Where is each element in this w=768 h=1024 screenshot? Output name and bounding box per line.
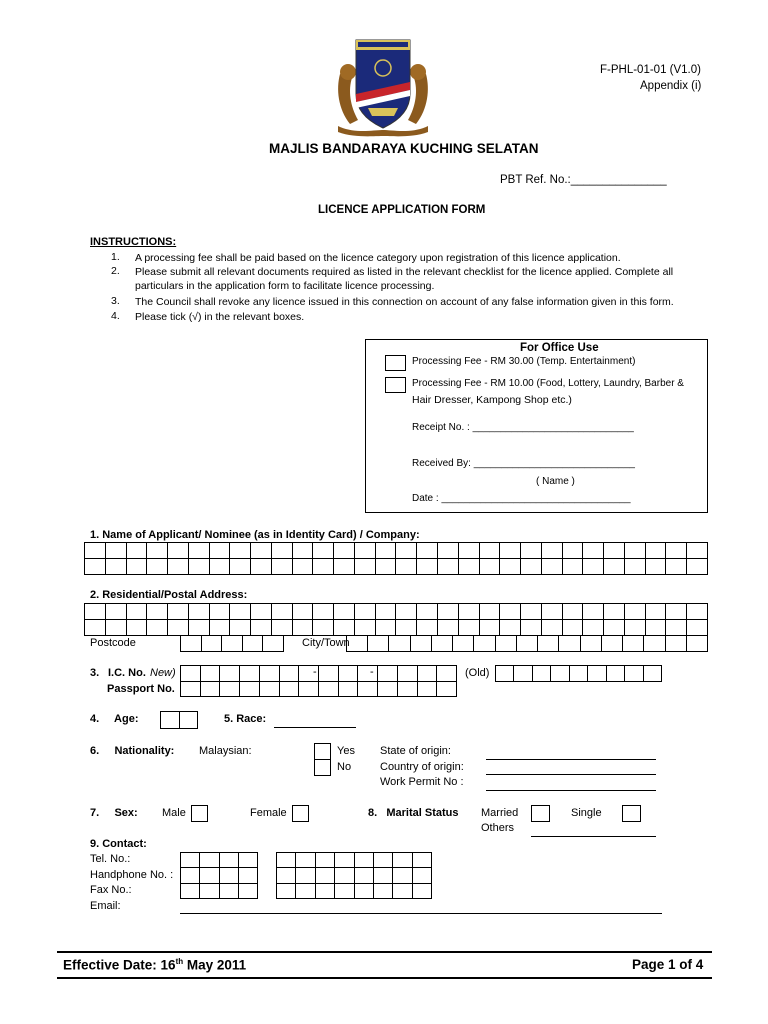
entry-cell[interactable]	[147, 543, 168, 559]
male-checkbox[interactable]	[191, 805, 208, 822]
entry-cell[interactable]	[500, 543, 521, 559]
city-grid[interactable]	[346, 635, 708, 652]
entry-cell[interactable]	[280, 666, 300, 682]
malaysian-no-checkbox[interactable]	[314, 759, 331, 776]
entry-cell[interactable]	[604, 559, 625, 575]
entry-cell[interactable]	[374, 884, 393, 899]
ic-new-grid[interactable]	[180, 665, 457, 682]
entry-cell[interactable]	[376, 620, 397, 636]
entry-cell[interactable]	[417, 604, 438, 620]
entry-cell[interactable]	[220, 868, 239, 883]
entry-cell[interactable]	[220, 884, 239, 899]
entry-cell[interactable]	[438, 543, 459, 559]
page-number: Page 1 of 4	[632, 957, 704, 972]
entry-cell[interactable]	[542, 620, 563, 636]
sex-label: 7. Sex:	[90, 807, 138, 819]
entry-cell[interactable]	[189, 559, 210, 575]
entry-cell[interactable]	[533, 666, 551, 682]
entry-cell[interactable]	[358, 666, 378, 682]
entry-cell[interactable]	[355, 853, 374, 868]
entry-cell[interactable]	[514, 666, 532, 682]
others-field[interactable]	[531, 836, 656, 837]
entry-cell[interactable]	[687, 559, 708, 575]
entry-cell[interactable]	[161, 712, 180, 729]
entry-cell[interactable]	[413, 868, 432, 883]
entry-cell[interactable]	[210, 620, 231, 636]
entry-cell[interactable]	[263, 636, 284, 652]
entry-cell[interactable]	[500, 604, 521, 620]
entry-cell[interactable]	[480, 604, 501, 620]
others-label: Others	[481, 822, 515, 834]
entry-cell[interactable]	[239, 853, 258, 868]
entry-cell[interactable]	[396, 604, 417, 620]
entry-cell[interactable]	[459, 604, 480, 620]
entry-cell[interactable]	[347, 636, 368, 652]
entry-cell[interactable]	[393, 868, 412, 883]
instructions-heading: INSTRUCTIONS:	[90, 236, 177, 248]
race-field[interactable]	[274, 727, 356, 728]
ic-label: I.C. No.	[108, 667, 146, 679]
entry-cell[interactable]	[666, 543, 687, 559]
entry-cell[interactable]	[521, 543, 542, 559]
ic-dash-2: -	[370, 666, 374, 678]
contact-prefix-grid[interactable]	[180, 852, 258, 899]
entry-cell[interactable]	[316, 868, 335, 883]
council-name: MAJLIS BANDARAYA KUCHING SELATAN	[269, 141, 539, 156]
name-hint: ( Name )	[536, 476, 575, 487]
age-grid[interactable]	[160, 711, 198, 729]
entry-cell[interactable]	[200, 884, 219, 899]
passport-grid[interactable]	[180, 681, 457, 697]
state-of-origin-label: State of origin:	[380, 745, 451, 757]
entry-cell[interactable]	[220, 682, 240, 697]
entry-cell[interactable]	[378, 682, 398, 697]
entry-cell[interactable]	[293, 604, 314, 620]
entry-cell[interactable]	[563, 543, 584, 559]
instructions-list: 1. A processing fee shall be paid based on the licence category upon registration of this licence application. 2. Please submit all relevant documents required as listed in the relevant checklist for the licence applied. Complete all particulars in the application form to facilitate licence processing. 3. The Council shall revoke any licence issued in this connection on account of any false information given in this form. 4. Please tick (√) in the relevant boxes.	[111, 251, 674, 323]
entry-cell[interactable]	[202, 636, 223, 652]
entry-cell[interactable]	[106, 620, 127, 636]
entry-cell[interactable]	[376, 543, 397, 559]
entry-cell[interactable]	[666, 559, 687, 575]
entry-cell[interactable]	[260, 682, 280, 697]
entry-cell[interactable]	[474, 636, 495, 652]
entry-cell[interactable]	[316, 884, 335, 899]
fee-general-label-line2: Hair Dresser, Kampong Shop etc.)	[412, 394, 572, 406]
ic-new-label: New)	[150, 667, 176, 679]
entry-cell[interactable]	[296, 853, 315, 868]
entry-cell[interactable]	[687, 620, 708, 636]
entry-cell[interactable]	[438, 559, 459, 575]
entry-cell[interactable]	[243, 636, 264, 652]
section-2-label: 2. Residential/Postal Address:	[90, 589, 248, 601]
entry-cell[interactable]	[542, 543, 563, 559]
entry-cell[interactable]	[583, 559, 604, 575]
receipt-no-field[interactable]: Receipt No. : _____________________________	[412, 422, 634, 433]
entry-cell[interactable]	[260, 666, 280, 682]
pbt-ref: PBT Ref. No.:_______________	[500, 174, 667, 186]
entry-cell[interactable]	[459, 620, 480, 636]
entry-cell[interactable]	[280, 682, 300, 697]
entry-cell[interactable]	[559, 636, 580, 652]
nationality-label: 6. Nationality:	[90, 745, 175, 757]
fee-temp-entertainment-checkbox[interactable]	[385, 355, 406, 371]
entry-cell[interactable]	[296, 884, 315, 899]
entry-cell[interactable]	[480, 543, 501, 559]
married-label: Married	[481, 807, 519, 819]
entry-cell[interactable]	[646, 543, 667, 559]
email-label: Email:	[90, 900, 121, 912]
entry-cell[interactable]	[542, 604, 563, 620]
entry-cell[interactable]	[239, 868, 258, 883]
fee-general-checkbox[interactable]	[385, 377, 406, 393]
entry-cell[interactable]	[181, 682, 201, 697]
entry-cell[interactable]	[251, 559, 272, 575]
entry-cell[interactable]	[496, 636, 517, 652]
entry-cell[interactable]	[85, 620, 106, 636]
form-title: LICENCE APPLICATION FORM	[318, 204, 486, 216]
entry-cell[interactable]	[181, 853, 200, 868]
entry-cell[interactable]	[106, 543, 127, 559]
effective-date-suffix: May 2011	[183, 957, 247, 973]
entry-cell[interactable]	[220, 853, 239, 868]
entry-cell[interactable]	[542, 559, 563, 575]
entry-cell[interactable]	[335, 853, 354, 868]
entry-cell[interactable]	[355, 868, 374, 883]
entry-cell[interactable]	[413, 884, 432, 899]
entry-cell[interactable]	[127, 620, 148, 636]
entry-cell[interactable]	[459, 543, 480, 559]
entry-cell[interactable]	[293, 543, 314, 559]
entry-cell[interactable]	[417, 559, 438, 575]
entry-cell[interactable]	[687, 543, 708, 559]
work-permit-label: Work Permit No :	[380, 776, 464, 788]
entry-cell[interactable]	[480, 620, 501, 636]
entry-cell[interactable]	[189, 543, 210, 559]
no-label: No	[337, 761, 352, 773]
entry-cell[interactable]	[646, 604, 667, 620]
entry-cell[interactable]	[220, 666, 240, 682]
entry-cell[interactable]	[666, 604, 687, 620]
applicant-name-grid[interactable]	[84, 542, 708, 575]
entry-cell[interactable]	[106, 604, 127, 620]
entry-cell[interactable]	[398, 682, 418, 697]
entry-cell[interactable]	[521, 620, 542, 636]
handphone-label: Handphone No. :	[90, 869, 174, 881]
received-by-field[interactable]: Received By: _____________________________	[412, 458, 635, 469]
entry-cell[interactable]	[127, 559, 148, 575]
postcode-grid[interactable]	[180, 635, 284, 652]
entry-cell[interactable]	[222, 636, 243, 652]
entry-cell[interactable]	[666, 636, 687, 652]
entry-cell[interactable]	[374, 868, 393, 883]
entry-cell[interactable]	[272, 559, 293, 575]
entry-cell[interactable]	[335, 868, 354, 883]
entry-cell[interactable]	[646, 620, 667, 636]
entry-cell[interactable]	[687, 604, 708, 620]
entry-cell[interactable]	[396, 620, 417, 636]
entry-cell[interactable]	[438, 604, 459, 620]
council-crest-logo	[334, 34, 432, 138]
entry-cell[interactable]	[181, 884, 200, 899]
fee-general-label-line1: Processing Fee - RM 10.00 (Food, Lottery, Laundry, Barber &	[412, 378, 684, 389]
entry-cell[interactable]	[168, 620, 189, 636]
entry-cell[interactable]	[521, 604, 542, 620]
entry-cell[interactable]	[200, 868, 219, 883]
entry-cell[interactable]	[355, 543, 376, 559]
entry-cell[interactable]	[538, 636, 559, 652]
entry-cell[interactable]	[602, 636, 623, 652]
entry-cell[interactable]	[201, 682, 221, 697]
married-checkbox[interactable]	[531, 805, 550, 822]
entry-cell[interactable]	[239, 884, 258, 899]
entry-cell[interactable]	[438, 620, 459, 636]
malaysian-label: Malaysian:	[199, 745, 252, 757]
entry-cell[interactable]	[85, 543, 106, 559]
female-checkbox[interactable]	[292, 805, 309, 822]
entry-cell[interactable]	[563, 620, 584, 636]
entry-cell[interactable]	[378, 666, 398, 682]
entry-cell[interactable]	[230, 604, 251, 620]
entry-cell[interactable]	[396, 543, 417, 559]
entry-cell[interactable]	[293, 559, 314, 575]
entry-cell[interactable]	[85, 559, 106, 575]
entry-cell[interactable]	[588, 666, 606, 682]
entry-cell[interactable]	[230, 559, 251, 575]
entry-cell[interactable]	[272, 604, 293, 620]
entry-cell[interactable]	[417, 543, 438, 559]
yes-label: Yes	[337, 745, 355, 757]
contact-label: 9. Contact:	[90, 838, 147, 850]
effective-date	[63, 957, 246, 973]
entry-cell[interactable]	[334, 543, 355, 559]
entry-cell[interactable]	[334, 604, 355, 620]
entry-cell[interactable]	[313, 604, 334, 620]
entry-cell[interactable]	[335, 884, 354, 899]
entry-cell[interactable]	[181, 636, 202, 652]
entry-cell[interactable]	[334, 559, 355, 575]
entry-cell[interactable]	[200, 853, 219, 868]
entry-cell[interactable]	[147, 620, 168, 636]
state-of-origin-field[interactable]	[486, 759, 656, 760]
entry-cell[interactable]	[459, 559, 480, 575]
entry-cell[interactable]	[644, 666, 662, 682]
single-label: Single	[571, 807, 602, 819]
entry-cell[interactable]	[168, 604, 189, 620]
entry-cell[interactable]	[500, 559, 521, 575]
age-label: 4. Age:	[90, 713, 139, 725]
entry-cell[interactable]	[389, 636, 410, 652]
entry-cell[interactable]	[411, 636, 432, 652]
entry-cell[interactable]	[398, 666, 418, 682]
entry-cell[interactable]	[189, 604, 210, 620]
malaysian-yes-checkbox[interactable]	[314, 743, 331, 760]
work-permit-field[interactable]	[486, 790, 656, 791]
entry-cell[interactable]	[127, 604, 148, 620]
entry-cell[interactable]	[437, 682, 457, 697]
entry-cell[interactable]	[277, 868, 296, 883]
address-grid[interactable]	[84, 603, 708, 636]
entry-cell[interactable]	[240, 666, 260, 682]
entry-cell[interactable]	[334, 620, 355, 636]
entry-cell[interactable]	[313, 559, 334, 575]
entry-cell[interactable]	[496, 666, 514, 682]
entry-cell[interactable]	[625, 543, 646, 559]
section-3-number: 3.	[90, 667, 100, 679]
passport-label: Passport No.	[107, 683, 175, 695]
entry-cell[interactable]	[453, 636, 474, 652]
entry-cell[interactable]	[296, 868, 315, 883]
entry-cell[interactable]	[230, 620, 251, 636]
form-code: F-PHL-01-01 (V1.0)	[600, 64, 701, 76]
single-checkbox[interactable]	[622, 805, 641, 822]
contact-number-grid[interactable]	[276, 852, 432, 899]
entry-cell[interactable]	[583, 620, 604, 636]
entry-cell[interactable]	[313, 620, 334, 636]
entry-cell[interactable]	[376, 604, 397, 620]
entry-cell[interactable]	[604, 543, 625, 559]
entry-cell[interactable]	[583, 543, 604, 559]
male-label: Male	[162, 807, 186, 819]
fee-temp-entertainment-label: Processing Fee - RM 30.00 (Temp. Entertainment)	[412, 356, 636, 367]
entry-cell[interactable]	[500, 620, 521, 636]
entry-cell[interactable]	[625, 604, 646, 620]
entry-cell[interactable]	[418, 682, 438, 697]
entry-cell[interactable]	[437, 666, 457, 682]
entry-cell[interactable]	[168, 559, 189, 575]
entry-cell[interactable]	[432, 636, 453, 652]
office-date-field[interactable]: Date : __________________________________	[412, 493, 631, 504]
footer-top-rule	[57, 951, 712, 953]
entry-cell[interactable]	[480, 559, 501, 575]
entry-cell[interactable]	[625, 620, 646, 636]
entry-cell[interactable]	[355, 604, 376, 620]
entry-cell[interactable]	[393, 884, 412, 899]
entry-cell[interactable]	[563, 559, 584, 575]
entry-cell[interactable]	[376, 559, 397, 575]
entry-cell[interactable]	[106, 559, 127, 575]
entry-cell[interactable]	[418, 666, 438, 682]
entry-cell[interactable]	[251, 604, 272, 620]
entry-cell[interactable]	[355, 559, 376, 575]
entry-cell[interactable]	[517, 636, 538, 652]
footer-bottom-rule	[57, 977, 712, 979]
entry-cell[interactable]	[607, 666, 625, 682]
entry-cell[interactable]	[272, 620, 293, 636]
entry-cell[interactable]	[570, 666, 588, 682]
entry-cell[interactable]	[201, 666, 221, 682]
postcode-label: Postcode	[90, 637, 136, 649]
office-use-panel	[365, 339, 708, 513]
entry-cell[interactable]	[563, 604, 584, 620]
entry-cell[interactable]	[147, 559, 168, 575]
entry-cell[interactable]	[251, 620, 272, 636]
entry-cell[interactable]	[644, 636, 665, 652]
entry-cell[interactable]	[396, 559, 417, 575]
entry-cell[interactable]	[180, 712, 199, 729]
entry-cell[interactable]	[604, 604, 625, 620]
entry-cell[interactable]	[583, 604, 604, 620]
effective-date-prefix: Effective Date: 16	[63, 957, 176, 973]
entry-cell[interactable]	[355, 884, 374, 899]
entry-cell[interactable]	[393, 853, 412, 868]
entry-cell[interactable]	[368, 636, 389, 652]
entry-cell[interactable]	[687, 636, 708, 652]
entry-cell[interactable]	[319, 682, 339, 697]
ic-dash-1: -	[313, 666, 317, 678]
entry-cell[interactable]	[181, 868, 200, 883]
entry-cell[interactable]	[210, 559, 231, 575]
entry-cell[interactable]	[168, 543, 189, 559]
entry-cell[interactable]	[581, 636, 602, 652]
office-use-title: For Office Use	[520, 342, 599, 354]
entry-cell[interactable]	[417, 620, 438, 636]
entry-cell[interactable]	[625, 666, 643, 682]
tel-label: Tel. No.:	[90, 853, 131, 865]
entry-cell[interactable]	[251, 543, 272, 559]
entry-cell[interactable]	[319, 666, 339, 682]
entry-cell[interactable]	[666, 620, 687, 636]
entry-cell[interactable]	[299, 682, 319, 697]
entry-cell[interactable]	[521, 559, 542, 575]
email-field[interactable]	[180, 913, 662, 914]
country-of-origin-field[interactable]	[486, 774, 656, 775]
entry-cell[interactable]	[272, 543, 293, 559]
entry-cell[interactable]	[147, 604, 168, 620]
entry-cell[interactable]	[313, 543, 334, 559]
fax-label: Fax No.:	[90, 884, 132, 896]
entry-cell[interactable]	[240, 682, 260, 697]
entry-cell[interactable]	[625, 559, 646, 575]
entry-cell[interactable]	[316, 853, 335, 868]
entry-cell[interactable]	[210, 604, 231, 620]
entry-cell[interactable]	[181, 666, 201, 682]
entry-cell[interactable]	[189, 620, 210, 636]
effective-date-sup: th	[175, 957, 184, 966]
entry-cell[interactable]	[623, 636, 644, 652]
ic-old-grid[interactable]	[495, 665, 662, 682]
entry-cell[interactable]	[293, 620, 314, 636]
race-label: 5. Race:	[224, 713, 267, 725]
entry-cell[interactable]	[127, 543, 148, 559]
appendix-label: Appendix (i)	[640, 80, 702, 92]
entry-cell[interactable]	[210, 543, 231, 559]
ic-old-label: (Old)	[465, 667, 490, 679]
entry-cell[interactable]	[85, 604, 106, 620]
entry-cell[interactable]	[358, 682, 378, 697]
entry-cell[interactable]	[277, 884, 296, 899]
entry-cell[interactable]	[355, 620, 376, 636]
entry-cell[interactable]	[230, 543, 251, 559]
entry-cell[interactable]	[339, 666, 359, 682]
entry-cell[interactable]	[277, 853, 296, 868]
country-of-origin-label: Country of origin:	[380, 761, 464, 773]
entry-cell[interactable]	[339, 682, 359, 697]
entry-cell[interactable]	[551, 666, 569, 682]
female-label: Female	[250, 807, 287, 819]
entry-cell[interactable]	[604, 620, 625, 636]
city-label: City/Town	[302, 637, 350, 649]
marital-status-label: 8. Marital Status	[368, 807, 459, 819]
entry-cell[interactable]	[413, 853, 432, 868]
entry-cell[interactable]	[646, 559, 667, 575]
section-1-label: 1. Name of Applicant/ Nominee (as in Identity Card) / Company:	[90, 529, 420, 541]
entry-cell[interactable]	[374, 853, 393, 868]
